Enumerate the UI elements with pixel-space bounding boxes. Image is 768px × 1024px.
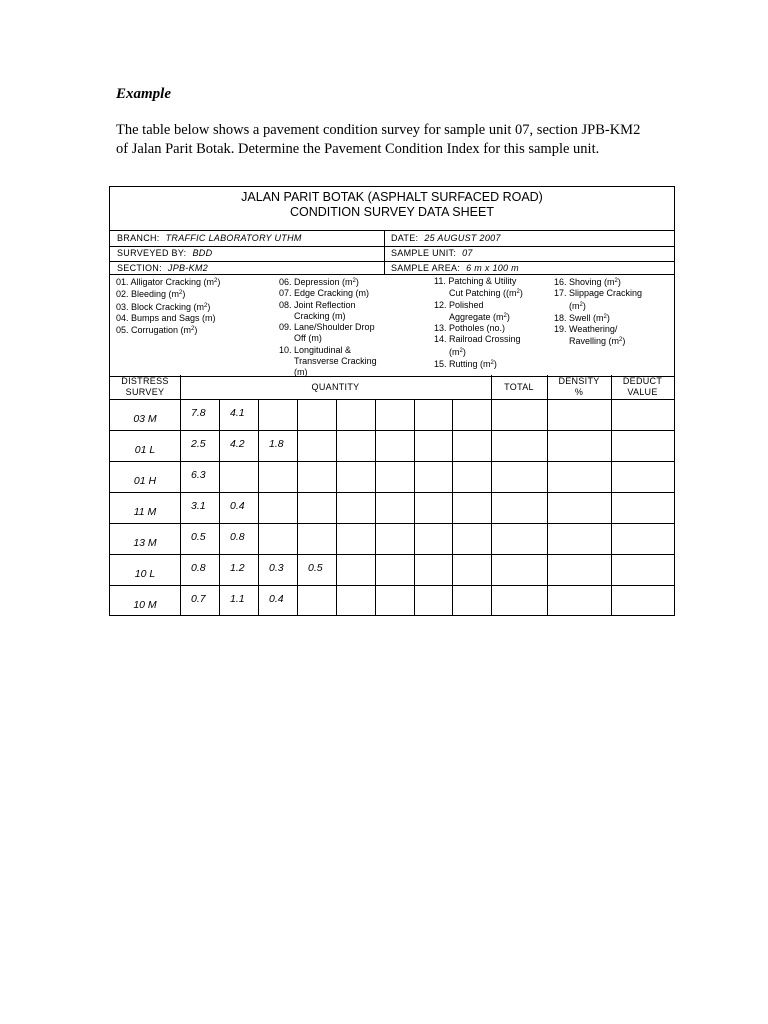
grid-column-divider — [547, 399, 548, 616]
distress-code: 10 L — [134, 568, 156, 580]
condition-survey-sheet — [109, 186, 675, 616]
example-heading: Example — [116, 86, 171, 102]
header-value: VALUE — [627, 387, 658, 397]
legend-column-2 — [279, 276, 377, 379]
info-row-section — [110, 261, 674, 275]
grid-row-divider — [110, 554, 674, 555]
survey-grid — [110, 375, 674, 615]
quantity-value: 7.8 — [191, 407, 206, 419]
grid-column-divider — [297, 399, 298, 616]
legend-item: 11. Patching & Utility — [434, 276, 517, 286]
header-density-unit: % — [574, 387, 584, 397]
grid-row-divider — [110, 399, 674, 400]
branch-value: TRAFFIC LABORATORY UTHM — [165, 233, 302, 243]
legend-item: 02. Bleeding $(m^2)$ — [116, 289, 186, 300]
legend-item: 12. Polished — [434, 299, 484, 310]
legend-item: 08. Joint Reflection — [279, 299, 356, 310]
distress-code: 01 L — [134, 444, 156, 456]
grid-column-divider — [219, 399, 220, 616]
legend-item: Cracking (m) — [294, 310, 346, 321]
legend-item: 15. Rutting $(m^2)$ — [434, 359, 497, 370]
quantity-value: 0.4 — [230, 500, 245, 512]
quantity-value: 2.5 — [191, 438, 206, 450]
legend-item: $(m^2)$ — [569, 300, 586, 311]
info-row-surveyed — [110, 246, 674, 262]
grid-row-divider — [110, 492, 674, 493]
quantity-value: 0.5 — [191, 531, 206, 543]
legend-item: Ravelling $(m^2)$ — [569, 336, 626, 347]
section-value: JPB-KM2 — [167, 263, 209, 273]
legend-item: 10. Longitudinal & — [279, 344, 352, 355]
legend-item: 19. Weathering/ — [554, 324, 618, 335]
grid-column-divider — [611, 399, 612, 616]
legend-item: Off (m) — [294, 333, 322, 344]
header-deduct-value — [611, 376, 674, 398]
date-value: 25 AUGUST 2007 — [424, 233, 501, 243]
grid-column-divider — [375, 399, 376, 616]
distress-code: 03 M — [133, 413, 157, 425]
header-quantity: QUANTITY — [311, 382, 360, 392]
grid-column-divider — [336, 399, 337, 616]
header-deduct: DEDUCT — [622, 376, 663, 386]
legend-item: 14. Railroad Crossing — [434, 334, 521, 345]
legend-item: Aggregate $(m^2)$ — [449, 311, 510, 322]
quantity-value: 0.7 — [191, 593, 206, 605]
legend-item: 01. Alligator Cracking $(m^2)$ — [116, 277, 221, 287]
grid-column-divider — [452, 399, 453, 616]
header-distress: DISTRESS — [121, 376, 169, 386]
surveyed-value: BDD — [192, 248, 213, 258]
distress-code: 13 M — [133, 537, 157, 549]
legend-item: 18. Swell $(m^2)$ — [554, 312, 610, 323]
sample-unit-value: 07 — [462, 248, 473, 258]
sample-unit-label: SAMPLE UNIT: — [391, 248, 457, 258]
sample-area-label: SAMPLE AREA: — [391, 263, 461, 273]
grid-column-divider — [258, 399, 259, 616]
quantity-value: 1.8 — [269, 438, 284, 450]
legend-column-3 — [434, 276, 523, 370]
header-total: TOTAL — [504, 382, 534, 392]
quantity-value: 0.8 — [230, 531, 245, 543]
header-density — [547, 376, 611, 398]
sample-area-value: 6 m x 100 m — [466, 263, 519, 273]
quantity-value: 3.1 — [191, 500, 206, 512]
quantity-value: 4.1 — [230, 407, 245, 419]
legend-item: 17. Slippage Cracking — [554, 288, 643, 299]
legend-item: 03. Block Cracking $(m^2)$ — [116, 301, 211, 312]
legend-item: 09. Lane/Shoulder Drop — [279, 322, 375, 333]
distress-legend — [110, 274, 674, 377]
legend-column-1 — [116, 276, 220, 336]
legend-item: 04. Bumps and Sags (m) — [116, 312, 216, 323]
grid-column-divider — [491, 399, 492, 616]
quantity-value: 1.2 — [230, 562, 245, 574]
quantity-value: 0.3 — [269, 562, 284, 574]
grid-column-divider — [180, 399, 181, 616]
grid-column-divider — [611, 375, 612, 399]
legend-item: (m) — [294, 367, 308, 378]
legend-item: 16. Shoving $(m^2)$ — [554, 277, 621, 287]
header-survey: SURVEY — [125, 387, 165, 397]
legend-item: 13. Potholes (no.) — [434, 323, 506, 334]
legend-item: 06. Depression $(m^2)$ — [279, 277, 359, 287]
legend-item: 07. Edge Cracking (m) — [279, 288, 370, 299]
quantity-value: 4.2 — [230, 438, 245, 450]
grid-column-divider — [547, 375, 548, 399]
quantity-value: 6.3 — [191, 469, 206, 481]
intro-paragraph: The table below shows a pavement condition survey for sample unit 07, section JPB-KM2 of Jalan Parit Botak. Determine the Pavement Condition Index for this sample unit. — [116, 122, 641, 157]
info-row-branch — [110, 231, 674, 247]
grid-row-divider — [110, 585, 674, 586]
quantity-value: 0.8 — [191, 562, 206, 574]
quantity-value: 1.1 — [230, 593, 245, 605]
grid-row-divider — [110, 461, 674, 462]
header-density-label: DENSITY — [558, 376, 600, 386]
legend-column-4 — [554, 276, 642, 348]
quantity-value: 0.4 — [269, 593, 284, 605]
legend-item: Cut Patching ($(m^2)$ — [449, 288, 523, 299]
legend-item: 05. Corrugation $(m^2)$ — [116, 325, 198, 336]
legend-item: Transverse Cracking — [294, 356, 377, 367]
grid-column-divider — [414, 399, 415, 616]
sheet-title-line1: JALAN PARIT BOTAK (ASPHALT SURFACED ROAD) — [241, 190, 543, 204]
sheet-title — [110, 187, 674, 231]
sheet-title-line2: CONDITION SURVEY DATA SHEET — [290, 205, 494, 219]
header-distress-survey — [110, 376, 180, 398]
distress-code: 01 H — [133, 475, 157, 487]
branch-label: BRANCH: — [117, 233, 160, 243]
grid-column-divider — [491, 375, 492, 399]
legend-item: $(m^2)$ — [449, 346, 466, 357]
quantity-value: 0.5 — [308, 562, 323, 574]
grid-row-divider — [110, 523, 674, 524]
section-label: SECTION: — [117, 263, 162, 273]
date-label: DATE: — [391, 233, 419, 243]
distress-code: 11 M — [133, 506, 157, 518]
grid-column-divider — [180, 375, 181, 399]
surveyed-label: SURVEYED BY: — [117, 248, 187, 258]
distress-code: 10 M — [133, 599, 157, 611]
grid-row-divider — [110, 430, 674, 431]
